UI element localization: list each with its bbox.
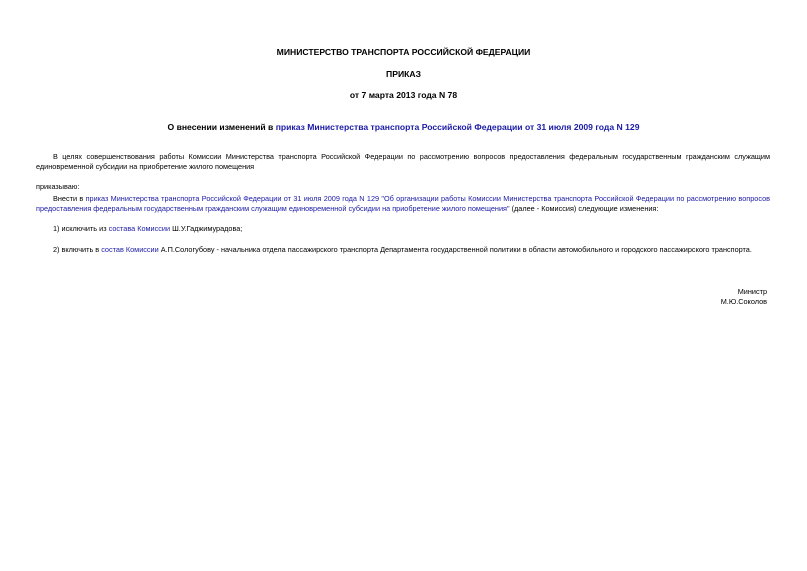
date-number-heading: от 7 марта 2013 года N 78 [349,90,458,100]
item-2-suffix: А.П.Сологубову - начальника отдела пассажирского транспорта Департамента государственной политики в области автомобильного и городского пассажирского транспорта. [158,245,752,254]
item-1 [53,224,242,234]
document-title [0,122,807,133]
item-1-commission-link[interactable]: состава Комиссии [108,224,171,233]
item-2 [53,245,752,255]
preamble-paragraph: В целях совершенствования работы Комиссии Министерства транспорта Российской Федерации по рассмотрению вопросов предоставления федеральным государственным гражданским служащим единовременной субсидии на приобретение жилого помещения [36,152,770,171]
amendment-intro-prefix: Внести в [53,194,86,203]
ministry-heading: МИНИСТЕРСТВО ТРАНСПОРТА РОССИЙСКОЙ ФЕДЕРАЦИИ [276,47,531,57]
item-1-prefix: 1) исключить из [53,224,109,233]
amendment-intro-suffix: (далее - Комиссия) следующие изменения: [509,204,659,213]
signature-position: Министр [737,287,767,296]
item-2-commission-link[interactable]: состав Комиссии [101,245,159,254]
doc-type-heading: ПРИКАЗ [386,69,421,79]
title-prefix: О внесении изменений в [167,122,276,132]
amendment-intro-paragraph [36,194,770,214]
item-2-prefix: 2) включить в [53,245,102,254]
order-word: приказываю: [36,182,80,191]
amendment-order-link[interactable]: приказ Министерства транспорта Российской Федерации от 31 июля 2009 года N 129 "Об организации работы Комиссии Министерства транспорта Российской Федерации по рассмотрению вопросов предоставления федеральным государственным гражданским служащим единовременной субсидии на приобретение жилого помещения" [36,194,770,213]
title-order-link[interactable]: приказ Министерства транспорта Российской Федерации от 31 июля 2009 года N 129 [275,122,640,132]
signature-name: М.Ю.Соколов [720,297,767,306]
item-1-suffix: Ш.У.Гаджимурадова; [170,224,243,233]
